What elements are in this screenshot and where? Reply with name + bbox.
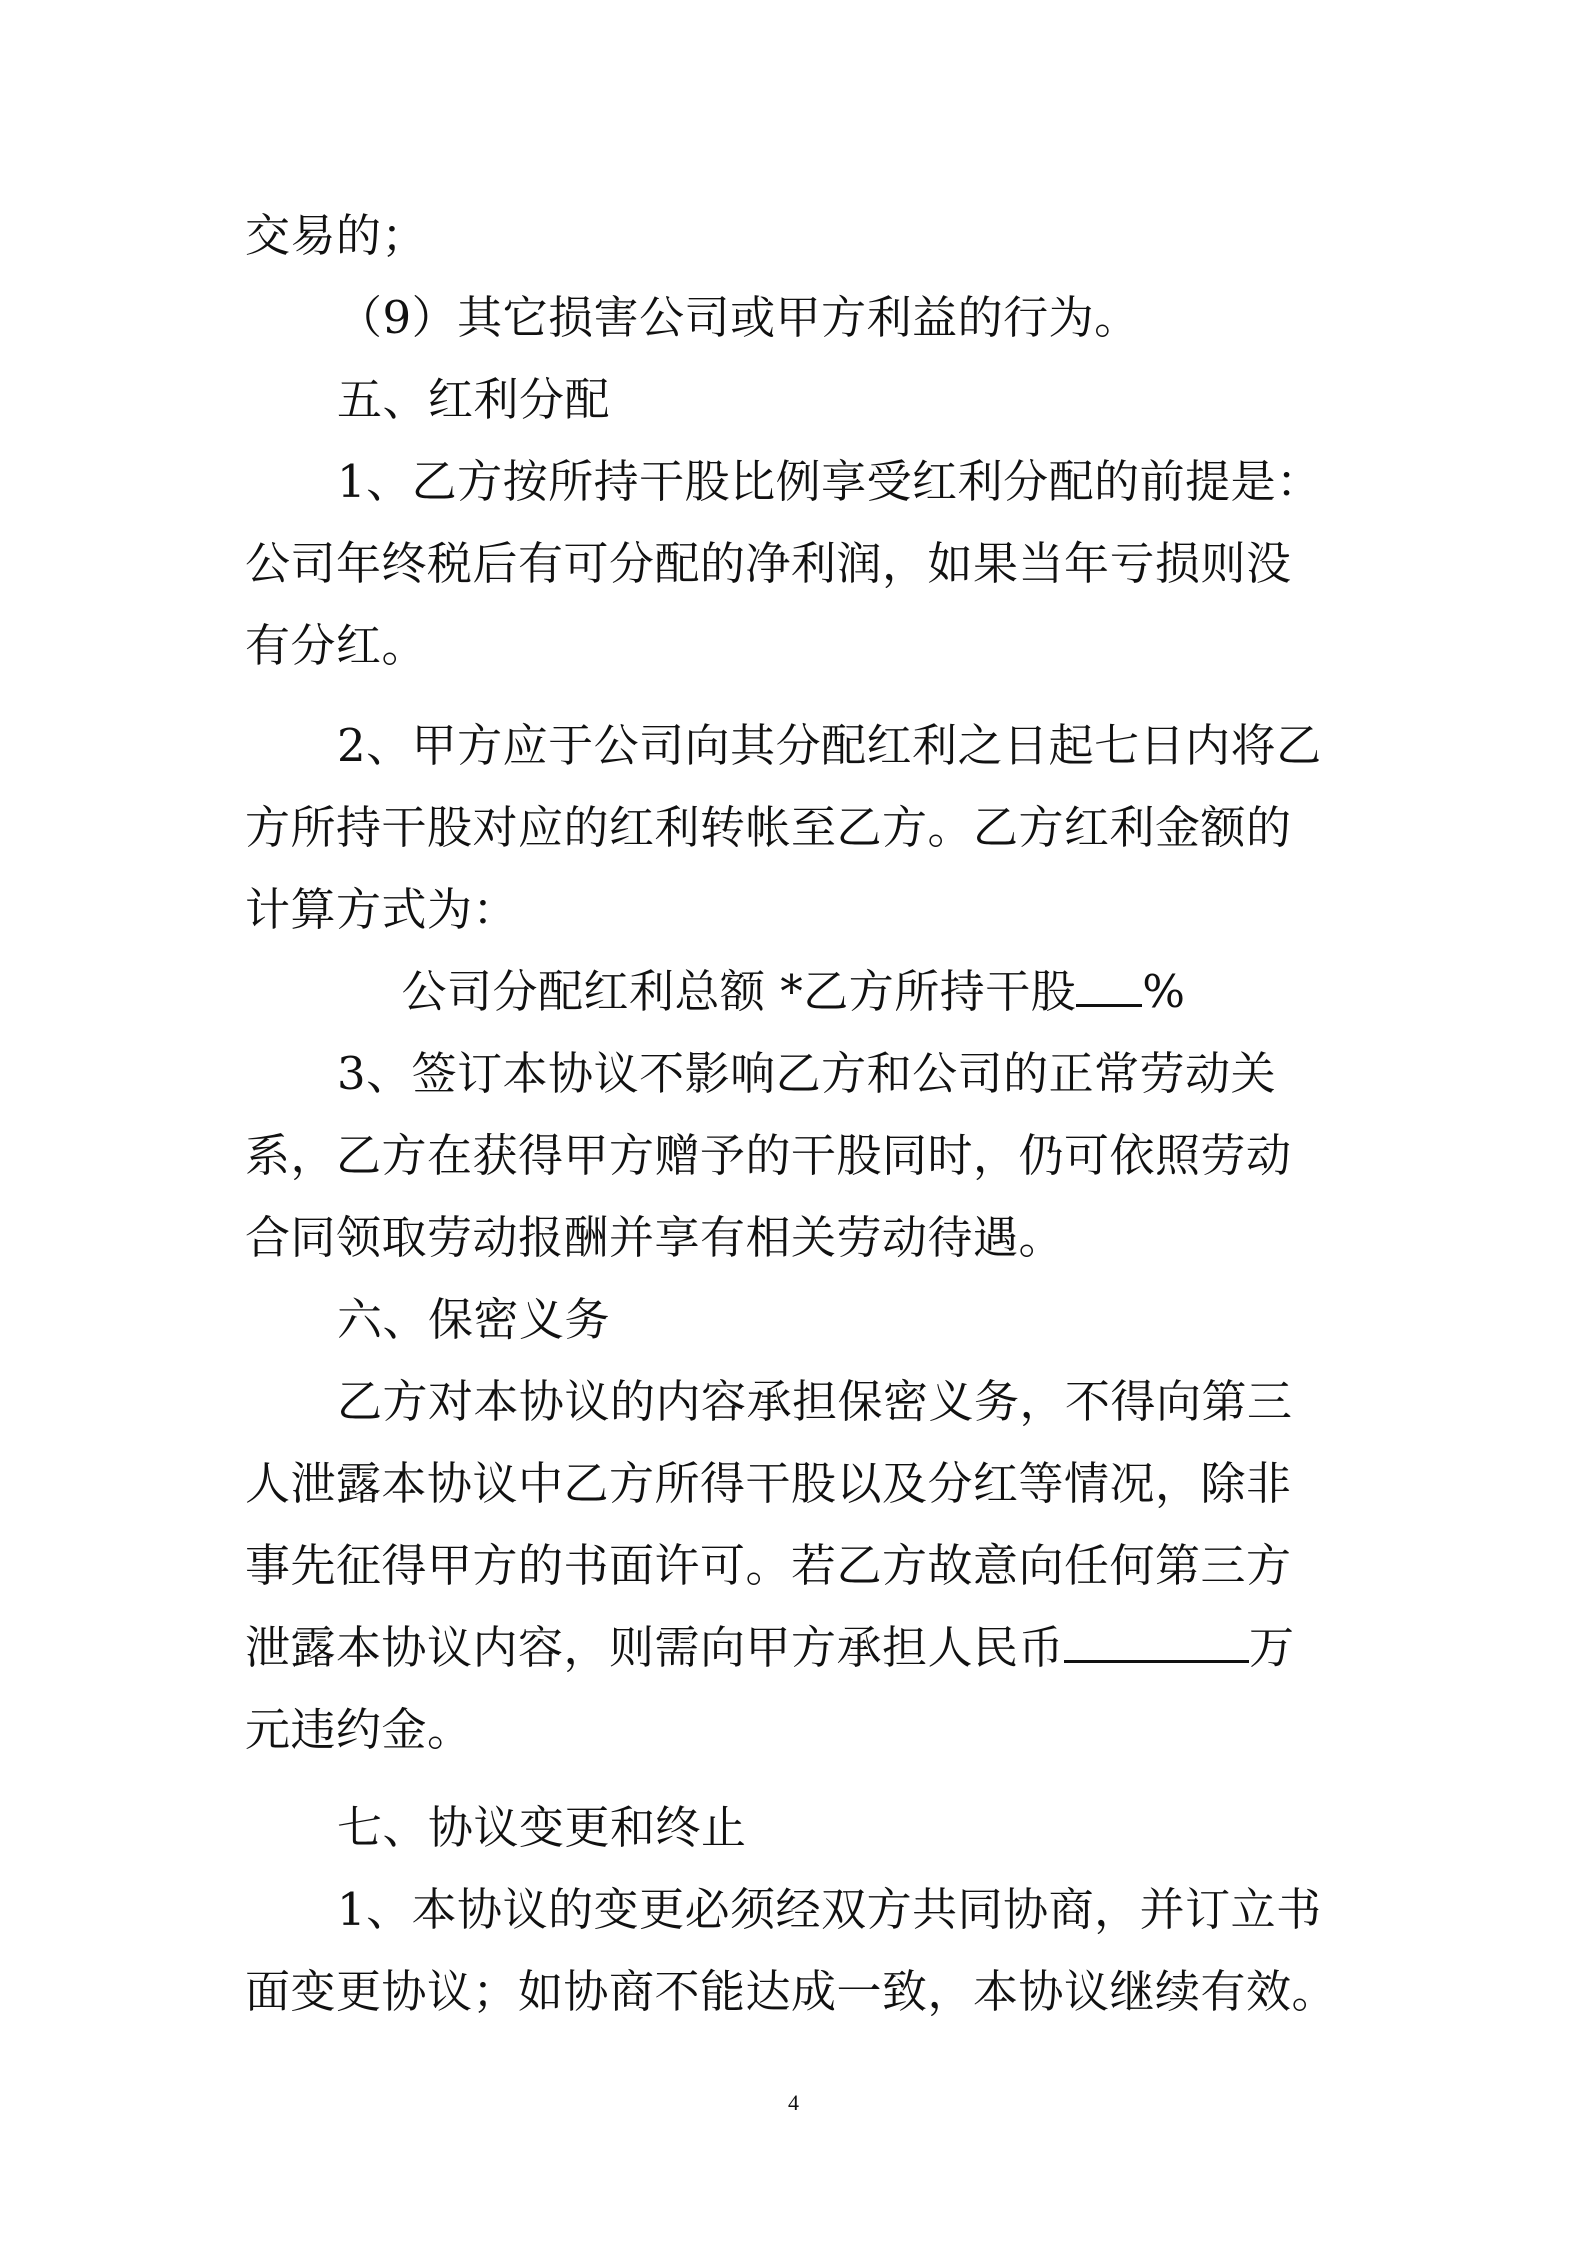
paragraph-line: 1、本协议的变更必须经双方共同协商，并订立书 (337, 1883, 1322, 1936)
section-heading-confidentiality: 六、保密义务 (337, 1293, 611, 1346)
penalty-text: 泄露本协议内容，则需向甲方承担人民币 (245, 1621, 1065, 1674)
paragraph-line: 合同领取劳动报酬并享有相关劳动待遇。 (245, 1211, 1065, 1264)
amount-blank (1064, 1608, 1249, 1663)
paragraph-line: 2、甲方应于公司向其分配红利之日起七日内将乙 (337, 719, 1322, 772)
formula-line (0, 952, 1587, 1032)
paragraph-line: 有分红。 (245, 619, 428, 672)
paragraph-line: 交易的； (245, 209, 428, 262)
percent-blank (1076, 952, 1142, 1007)
penalty-unit: 万 (1249, 1621, 1295, 1674)
paragraph-line: 1、乙方按所持干股比例享受红利分配的前提是： (337, 455, 1322, 508)
section-heading-amendment: 七、协议变更和终止 (337, 1801, 747, 1854)
paragraph-line: 方所持干股对应的红利转帐至乙方。乙方红利金额的 (245, 801, 1292, 854)
paragraph-line: 元违约金。 (245, 1703, 473, 1756)
paragraph-line: 乙方对本协议的内容承担保密义务，不得向第三 (337, 1375, 1293, 1428)
percent-sign: % (1142, 965, 1186, 1018)
paragraph-line: 系，乙方在获得甲方赠予的干股同时，仍可依照劳动 (245, 1129, 1292, 1182)
paragraph-line: 3、签订本协议不影响乙方和公司的正常劳动关 (337, 1047, 1277, 1100)
page-number: 4 (788, 2090, 799, 2115)
paragraph-line: 人泄露本协议中乙方所得干股以及分红等情况，除非 (245, 1457, 1292, 1510)
paragraph-line: （9）其它损害公司或甲方利益的行为。 (337, 291, 1140, 344)
paragraph-line: 面变更协议；如协商不能达成一致，本协议继续有效。 (245, 1965, 1338, 2018)
paragraph-line: 计算方式为： (245, 883, 519, 936)
paragraph-line: 公司年终税后有可分配的净利润，如果当年亏损则没 (245, 537, 1292, 590)
formula-text: 公司分配红利总额 *乙方所持干股 (401, 965, 1077, 1018)
paragraph-line (245, 1608, 1355, 1688)
section-heading-dividend: 五、红利分配 (337, 373, 611, 426)
paragraph-line: 事先征得甲方的书面许可。若乙方故意向任何第三方 (245, 1539, 1292, 1592)
